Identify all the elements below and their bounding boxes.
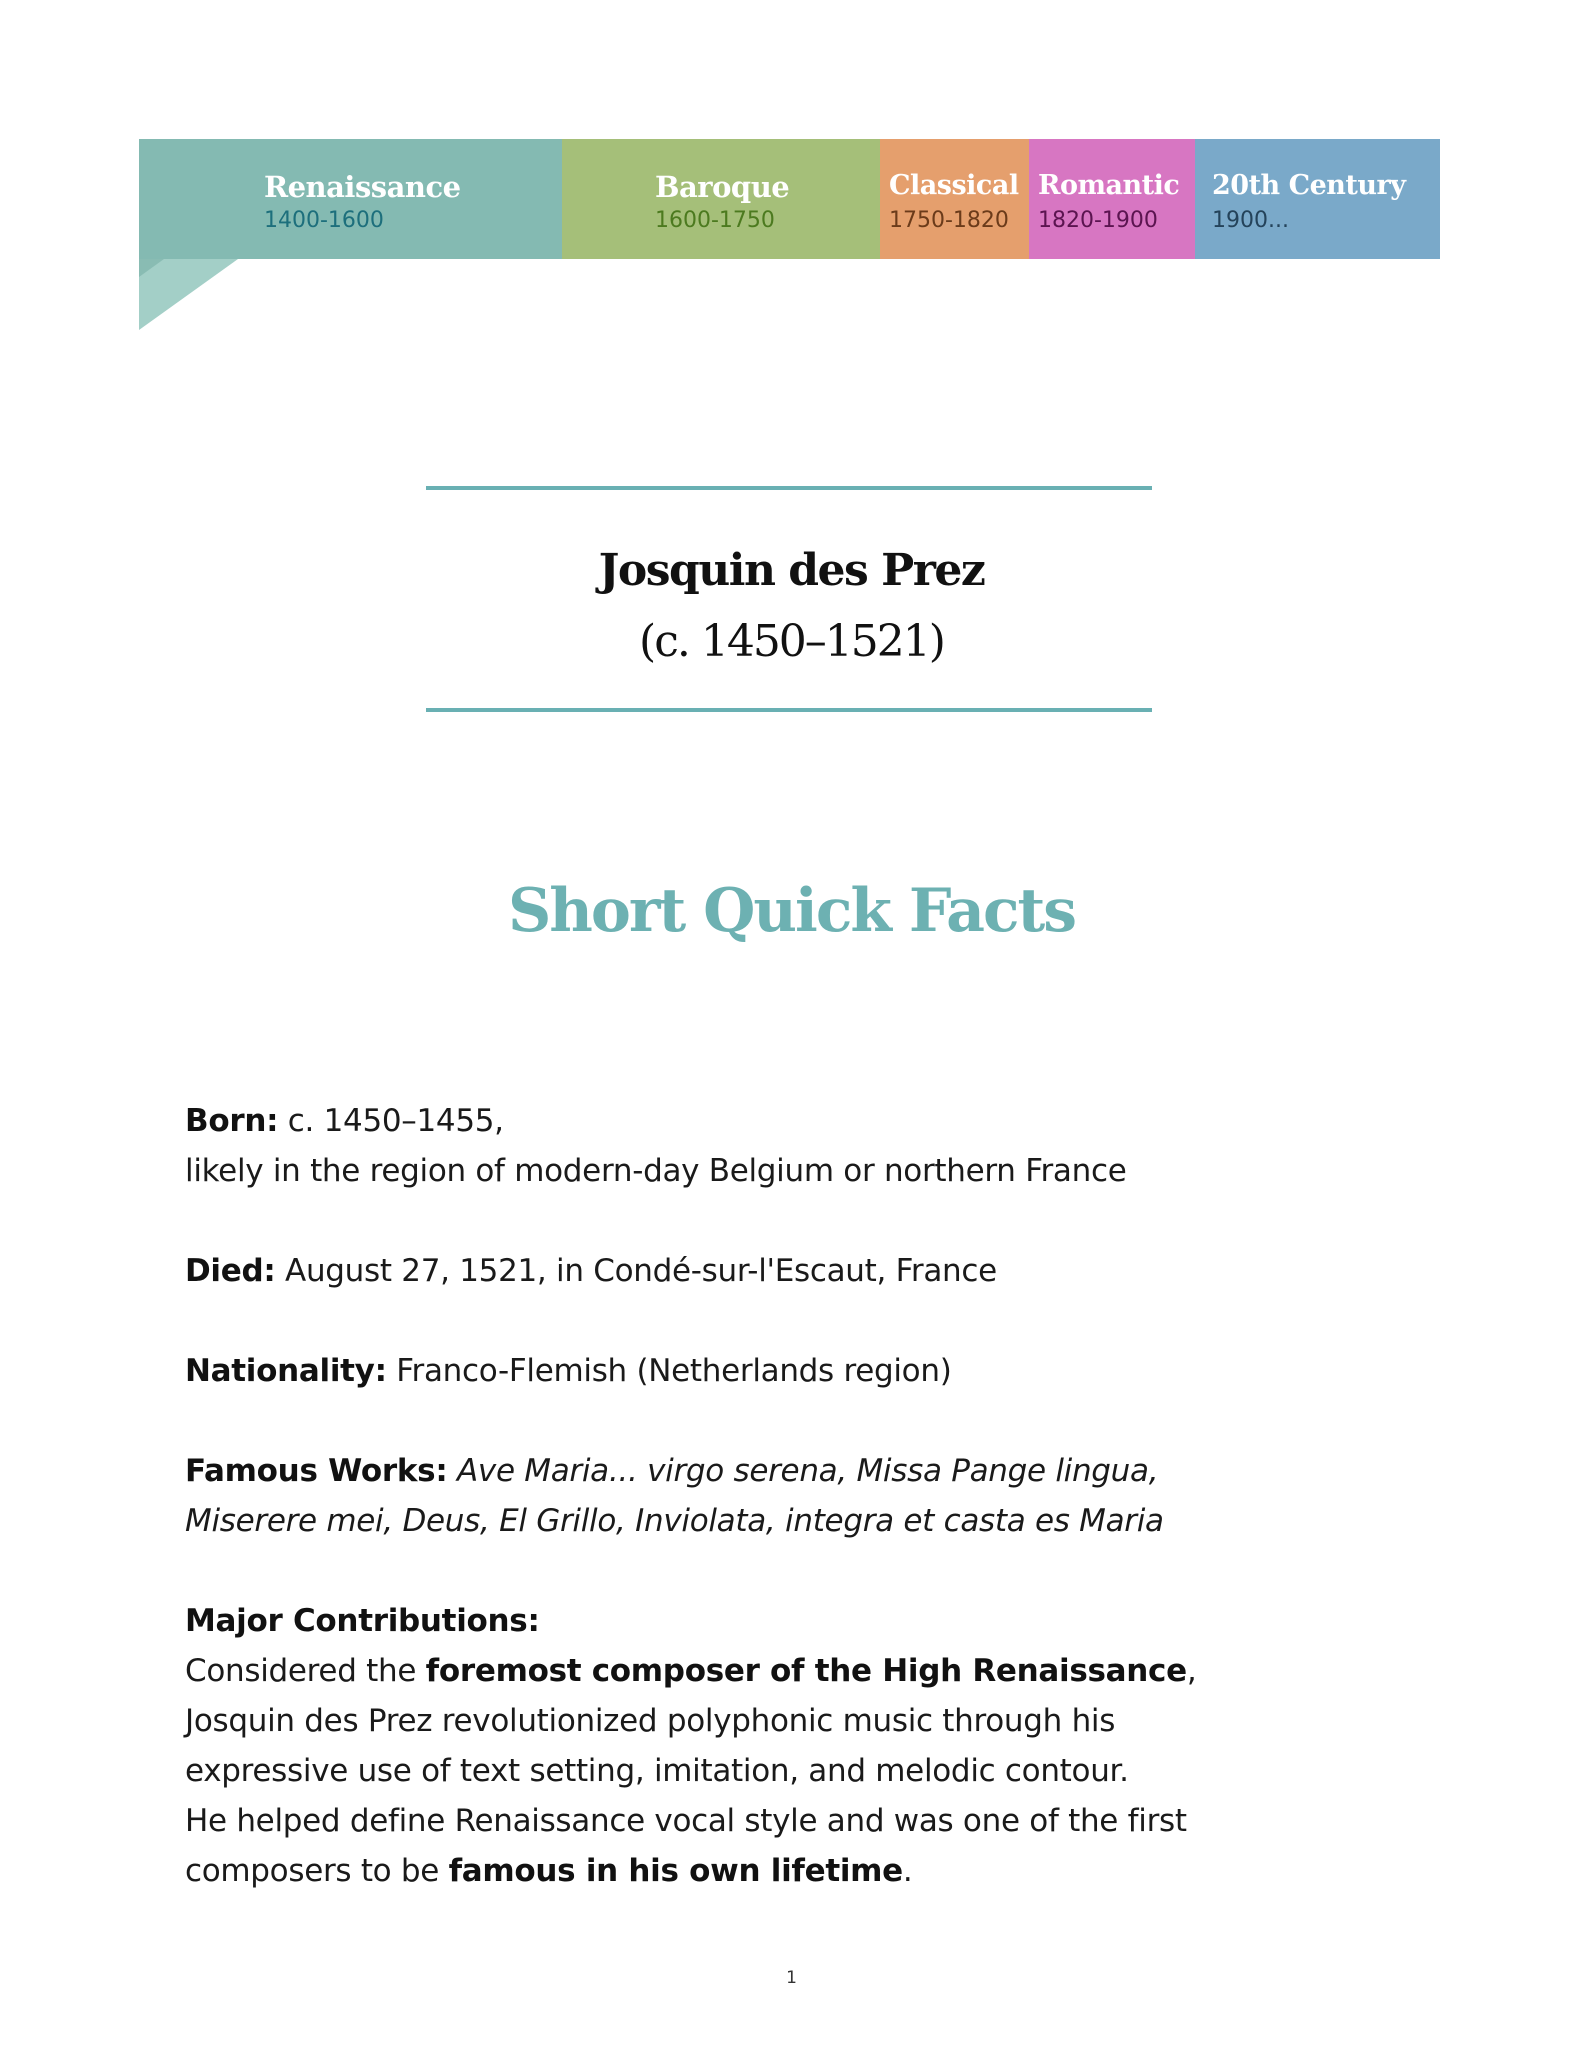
fact-label: Famous Works:	[185, 1453, 448, 1489]
era-classical	[880, 139, 1029, 259]
fact-value: August 27, 1521, in Condé-sur-l'Escaut, France	[275, 1253, 997, 1289]
fact-label: Nationality:	[185, 1353, 387, 1389]
era-timeline-banner	[139, 139, 1440, 259]
fact-label: Born:	[185, 1103, 279, 1139]
contribution-text: ,	[1186, 1653, 1197, 1689]
contribution-emphasis: foremost composer of the High Renaissance	[425, 1653, 1187, 1689]
title-divider-bottom	[426, 708, 1152, 712]
fact-label: Died:	[185, 1253, 276, 1289]
contribution-text: .	[902, 1853, 913, 1889]
contribution-text: composers to be	[185, 1853, 449, 1889]
era-romantic	[1029, 139, 1195, 259]
fact-value: Ave Maria... virgo serena, Missa Pange lingua,	[447, 1453, 1159, 1489]
era-years: 1820-1900	[1038, 208, 1158, 233]
banner-fold-shade	[139, 259, 164, 277]
era-years: 1400-1600	[264, 208, 384, 233]
era-renaissance	[139, 139, 562, 259]
fact-value-line: Miserere mei, Deus, El Grillo, Inviolata, integra et casta es Maria	[185, 1503, 1164, 1539]
era-name: 20th Century	[1212, 170, 1406, 201]
era-name: Renaissance	[264, 170, 461, 204]
fact-died	[185, 1246, 1415, 1296]
section-heading: Short Quick Facts	[507, 876, 1076, 946]
fact-value-line: likely in the region of modern-day Belgium or northern France	[185, 1153, 1127, 1189]
contribution-text: Considered the	[185, 1653, 426, 1689]
page-number: 1	[786, 1968, 797, 1988]
fact-nationality	[185, 1346, 1415, 1396]
composer-name: Josquin des Prez	[598, 545, 985, 596]
composer-dates: (c. 1450–1521)	[639, 616, 944, 667]
contribution-emphasis: famous in his own lifetime	[448, 1853, 903, 1889]
era-name: Baroque	[655, 170, 790, 204]
title-divider-top	[426, 486, 1152, 490]
contribution-text: expressive use of text setting, imitation, and melodic contour.	[185, 1753, 1129, 1789]
era-20th-century	[1195, 139, 1440, 259]
era-years: 1750-1820	[889, 208, 1009, 233]
fact-label: Major Contributions:	[185, 1603, 540, 1639]
era-baroque	[562, 139, 880, 259]
fact-value: c. 1450–1455,	[278, 1103, 504, 1139]
facts-list	[185, 1096, 1415, 1946]
era-name: Romantic	[1038, 170, 1180, 201]
fact-famous-works	[185, 1446, 1415, 1546]
fact-value: Franco-Flemish (Netherlands region)	[386, 1353, 952, 1389]
fact-major-contributions	[185, 1596, 1415, 1896]
contribution-text: Josquin des Prez revolutionized polyphonic music through his	[185, 1703, 1116, 1739]
fact-born	[185, 1096, 1415, 1196]
contribution-text: He helped define Renaissance vocal style and was one of the first	[185, 1803, 1187, 1839]
era-years: 1600-1750	[655, 208, 775, 233]
era-years: 1900...	[1212, 208, 1289, 233]
era-name: Classical	[889, 170, 1019, 201]
